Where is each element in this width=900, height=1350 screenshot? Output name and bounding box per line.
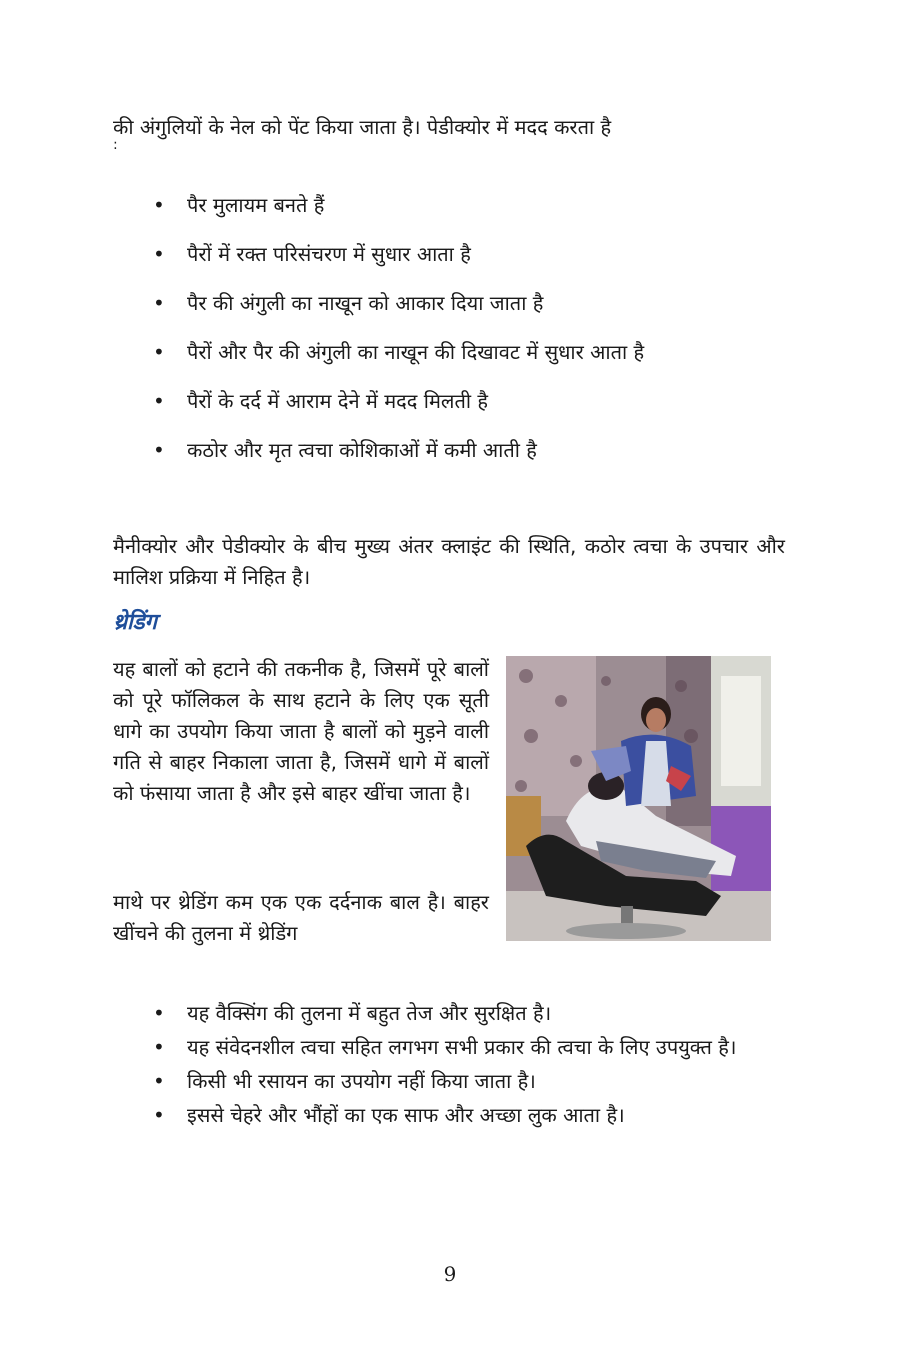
bullet-icon: • <box>153 1103 165 1127</box>
bullet-icon: • <box>153 1069 165 1093</box>
threading-photo <box>506 656 771 941</box>
bullet-icon: • <box>153 389 165 413</box>
bullet-icon: • <box>153 1001 165 1025</box>
list-item: • पैर की अंगुली का नाखून को आकार दिया जाता है <box>187 288 787 318</box>
forehead-threading-paragraph: माथे पर थ्रेडिंग कम एक एक दर्दनाक बाल है। बाहर खींचने की तुलना में थ्रेडिंग <box>113 890 489 945</box>
intro-colon: : <box>113 137 118 153</box>
list-item: • यह संवेदनशील त्वचा सहित लगभग सभी प्रकार की त्वचा के लिए उपयुक्त है। <box>187 1032 787 1062</box>
intro-text: की अंगुलियों के नेल को पेंट किया जाता है। पेडीक्योर में मदद करता है <box>113 115 612 139</box>
bullet-icon: • <box>153 291 165 315</box>
threading-paragraph: यह बालों को हटाने की तकनीक है, जिसमें पूरे बालों को पूरे फॉलिकल के साथ हटाने के लिए एक सूती धागे का उपयोग किया जाता है बालों को मुड़ने वाली गति से बाहर निकाला जाता है, जिसमें धागे में बालों को फंसाया जाता है और इसे बाहर खींचा जाता है। <box>113 657 489 805</box>
list-item: • यह वैक्सिंग की तुलना में बहुत तेज और सुरक्षित है। <box>187 998 787 1028</box>
threading-benefits-list <box>153 998 787 1134</box>
list-item: • इससे चेहरे और भौंहों का एक साफ और अच्छा लुक आता है। <box>187 1100 787 1130</box>
list-item: • पैरों और पैर की अंगुली का नाखून की दिखावट में सुधार आता है <box>113 337 787 367</box>
bullet-icon: • <box>153 193 165 217</box>
list-item: • पैर मुलायम बनते हैं <box>187 190 787 220</box>
intro-paragraph <box>113 112 785 152</box>
page-number: 9 <box>443 1262 457 1286</box>
bullet-icon: • <box>153 340 165 364</box>
list-item: • पैरों के दर्द में आराम देने में मदद मिलती है <box>187 386 787 416</box>
difference-paragraph: मैनीक्योर और पेडीक्योर के बीच मुख्य अंतर क्लाइंट की स्थिति, कठोर त्वचा के उपचार और मालिश प्रक्रिया में निहित है। <box>113 534 785 589</box>
bullet-icon: • <box>153 1035 165 1059</box>
bullet-icon: • <box>153 438 165 462</box>
list-item: • किसी भी रसायन का उपयोग नहीं किया जाता है। <box>187 1066 787 1096</box>
list-item: • कठोर और मृत त्वचा कोशिकाओं में कमी आती है <box>187 435 787 465</box>
bullet-icon: • <box>153 242 165 266</box>
pedicure-benefits-list <box>153 190 787 484</box>
list-item: • पैरों में रक्त परिसंचरण में सुधार आता है <box>187 239 787 269</box>
section-heading-threading: थ्रेडिंग <box>113 610 157 635</box>
